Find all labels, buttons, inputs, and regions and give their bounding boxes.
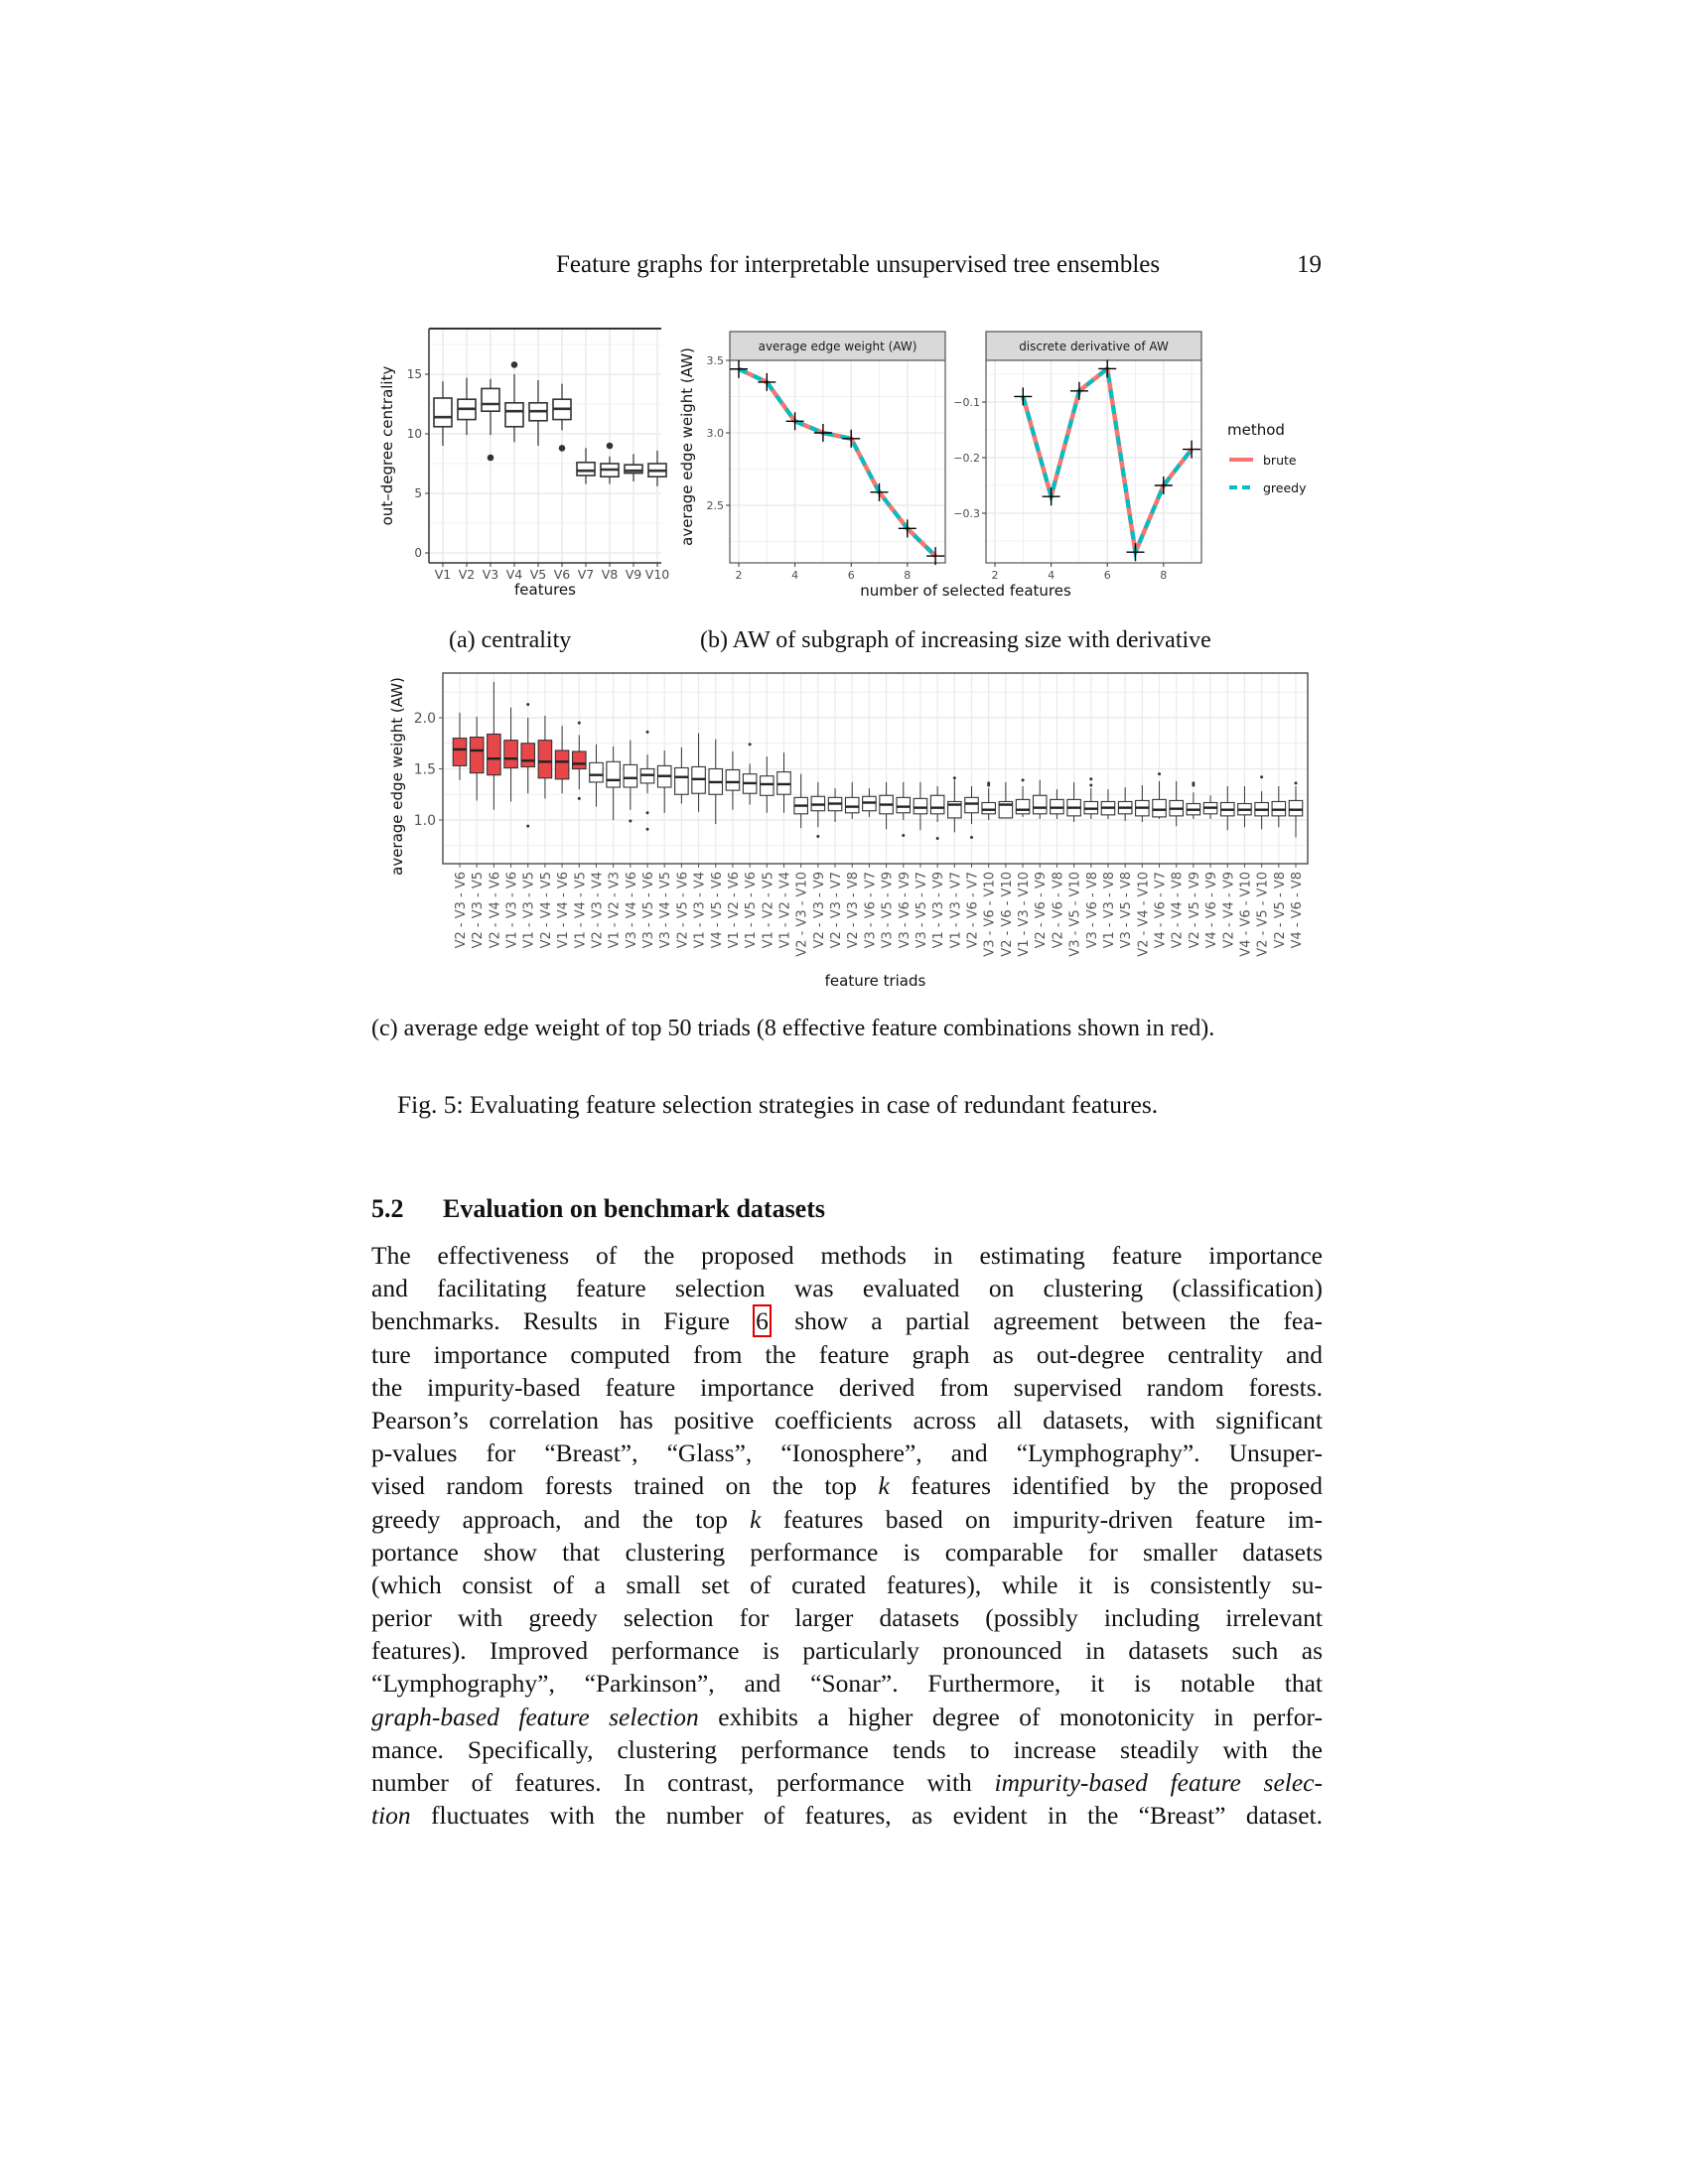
svg-text:10: 10 [406, 427, 422, 441]
emphasis: impurity-based feature selec- [994, 1768, 1323, 1797]
text-line: benchmarks. Results in Figure 6 show a partial agreement between the fea- [371, 1306, 1324, 1336]
svg-text:−0.1: −0.1 [953, 396, 980, 409]
svg-text:V3 - V6 - V9: V3 - V6 - V9 [897, 872, 913, 949]
svg-text:greedy: greedy [1263, 480, 1307, 495]
svg-text:V9: V9 [625, 567, 642, 582]
svg-text:V1 - V3 - V4: V1 - V3 - V4 [692, 872, 708, 949]
svg-text:average edge weight (AW): average edge weight (AW) [388, 677, 406, 876]
text-line: mance. Specifically, clustering performance tends to increase steadily with the [371, 1734, 1323, 1764]
svg-text:discrete derivative of AW: discrete derivative of AW [1019, 340, 1169, 353]
svg-text:V5: V5 [529, 567, 547, 582]
svg-text:V1 - V3 - V9: V1 - V3 - V9 [931, 872, 947, 949]
svg-text:V1 - V4 - V5: V1 - V4 - V5 [573, 872, 589, 949]
svg-text:V2 - V3 - V9: V2 - V3 - V9 [811, 872, 827, 949]
svg-text:V2 - V6 - V10: V2 - V6 - V10 [999, 872, 1015, 957]
svg-text:8: 8 [904, 569, 912, 582]
svg-text:V1 - V3 - V5: V1 - V3 - V5 [521, 872, 537, 949]
svg-text:V2 - V3 - V4: V2 - V3 - V4 [590, 872, 606, 949]
svg-text:V2 - V4 - V8: V2 - V4 - V8 [1170, 872, 1186, 949]
svg-text:V2 - V3 - V7: V2 - V3 - V7 [829, 872, 845, 949]
svg-text:V8: V8 [601, 567, 619, 582]
svg-text:V2 - V4 - V5: V2 - V4 - V5 [538, 872, 554, 949]
svg-text:out–degree centrality: out–degree centrality [378, 365, 396, 526]
emphasis: k [750, 1504, 762, 1534]
svg-text:V4 - V6 - V7: V4 - V6 - V7 [1153, 872, 1169, 949]
svg-text:V1 - V4 - V6: V1 - V4 - V6 [556, 872, 572, 949]
svg-text:average edge weight (AW): average edge weight (AW) [758, 340, 917, 353]
svg-text:V1 - V5 - V6: V1 - V5 - V6 [744, 872, 760, 949]
text-line: The effectiveness of the proposed methods in estimating feature importance [371, 1241, 1323, 1270]
svg-text:V2 - V6 - V7: V2 - V6 - V7 [965, 872, 981, 949]
svg-text:V3 - V5 - V7: V3 - V5 - V7 [914, 872, 929, 949]
section-number: 5.2 [371, 1194, 404, 1223]
section-heading [371, 1194, 825, 1224]
svg-text:V3 - V6 - V10: V3 - V6 - V10 [982, 872, 998, 957]
running-title: Feature graphs for interpretable unsupervised tree ensembles [556, 251, 1161, 278]
svg-text:V1 - V3 - V6: V1 - V3 - V6 [504, 872, 520, 949]
svg-text:−0.3: −0.3 [953, 507, 980, 520]
text-line: (which consist of a small set of curated features), while it is consistently su- [371, 1570, 1323, 1599]
svg-text:V3: V3 [482, 567, 499, 582]
chart-centrality [378, 329, 669, 599]
svg-text:method: method [1227, 421, 1285, 439]
svg-text:15: 15 [406, 367, 422, 381]
svg-text:1.0: 1.0 [413, 813, 436, 829]
svg-text:V3 - V4 - V6: V3 - V4 - V6 [624, 872, 639, 949]
text-line: tion fluctuates with the number of features, as evident in the “Breast” dataset. [371, 1801, 1323, 1831]
svg-text:1.5: 1.5 [413, 761, 436, 778]
figure-caption: Fig. 5: Evaluating feature selection strategies in case of redundant features. [397, 1090, 1159, 1119]
svg-text:V4: V4 [505, 567, 523, 582]
svg-text:8: 8 [1160, 569, 1168, 582]
svg-text:V2: V2 [458, 567, 476, 582]
svg-text:6: 6 [1103, 569, 1111, 582]
svg-text:V1 - V2 - V6: V1 - V2 - V6 [726, 872, 742, 949]
svg-text:V6: V6 [553, 567, 571, 582]
svg-text:V2 - V3 - V5: V2 - V3 - V5 [471, 872, 487, 949]
svg-text:V1 - V2 - V5: V1 - V2 - V5 [761, 872, 776, 949]
svg-text:2.5: 2.5 [706, 499, 724, 512]
svg-text:V2 - V4 - V10: V2 - V4 - V10 [1136, 872, 1152, 957]
svg-text:V4 - V5 - V6: V4 - V5 - V6 [709, 872, 725, 949]
emphasis: k [878, 1471, 890, 1501]
svg-text:2: 2 [991, 569, 999, 582]
text-line: greedy approach, and the top k features based on impurity-driven feature im- [371, 1504, 1323, 1534]
svg-text:V4 - V6 - V9: V4 - V6 - V9 [1204, 872, 1220, 949]
chart-top-50-triads [388, 673, 1308, 990]
svg-text:V3 - V5 - V10: V3 - V5 - V10 [1067, 872, 1083, 957]
page-number: 19 [1297, 251, 1322, 278]
svg-text:V2 - V5 - V9: V2 - V5 - V9 [1187, 872, 1202, 949]
svg-text:V3 - V5 - V8: V3 - V5 - V8 [1119, 872, 1135, 949]
svg-text:number of selected features: number of selected features [860, 582, 1071, 600]
text-line: features). Improved performance is particularly pronounced in datasets such as [371, 1636, 1323, 1666]
svg-text:V2 - V5 - V10: V2 - V5 - V10 [1255, 872, 1271, 957]
svg-text:V2 - V4 - V6: V2 - V4 - V6 [488, 872, 503, 949]
text-line: vised random forests trained on the top k features identified by the proposed [371, 1471, 1323, 1501]
svg-text:V7: V7 [577, 567, 595, 582]
svg-text:3.5: 3.5 [706, 354, 724, 367]
svg-text:V3 - V6 - V8: V3 - V6 - V8 [1084, 872, 1100, 949]
svg-text:0: 0 [414, 546, 422, 560]
svg-text:V3 - V4 - V5: V3 - V4 - V5 [658, 872, 674, 949]
svg-text:V4 - V6 - V8: V4 - V6 - V8 [1290, 872, 1305, 949]
svg-text:4: 4 [791, 569, 799, 582]
svg-text:features: features [514, 581, 576, 599]
subcaption-a: (a) centrality [449, 627, 572, 653]
section-title: Evaluation on benchmark datasets [443, 1194, 825, 1223]
svg-text:6: 6 [847, 569, 855, 582]
svg-text:V2 - V3 - V8: V2 - V3 - V8 [846, 872, 862, 949]
text-line: number of features. In contrast, performance with impurity-based feature selec- [371, 1768, 1323, 1797]
svg-text:V3 - V6 - V7: V3 - V6 - V7 [863, 872, 879, 949]
text-line: “Lymphography”, “Parkinson”, and “Sonar”. Furthermore, it is notable that [371, 1669, 1323, 1699]
svg-text:V1: V1 [434, 567, 452, 582]
svg-text:V2 - V6 - V9: V2 - V6 - V9 [1034, 872, 1050, 949]
text-line: and facilitating feature selection was evaluated on clustering (classification) [371, 1274, 1323, 1303]
text-line: p-values for “Breast”, “Glass”, “Ionosphere”, and “Lymphography”. Unsuper- [371, 1438, 1323, 1468]
text-line: perior with greedy selection for larger datasets (possibly including irrelevant [371, 1603, 1323, 1633]
svg-text:V2 - V5 - V6: V2 - V5 - V6 [675, 872, 691, 949]
svg-text:V1 - V2 - V3: V1 - V2 - V3 [607, 872, 623, 949]
svg-text:V2 - V3 - V6: V2 - V3 - V6 [454, 872, 469, 949]
body-paragraph [371, 1239, 1323, 1832]
text-line: ture importance computed from the feature graph as out-degree centrality and [371, 1339, 1323, 1369]
svg-text:average edge weight (AW): average edge weight (AW) [678, 347, 696, 546]
svg-text:4: 4 [1048, 569, 1055, 582]
svg-text:V3 - V5 - V9: V3 - V5 - V9 [880, 872, 896, 949]
svg-text:feature triads: feature triads [824, 972, 926, 990]
text-line: Pearson’s correlation has positive coefficients across all datasets, with significant [371, 1405, 1323, 1434]
svg-text:2: 2 [735, 569, 743, 582]
svg-text:V1 - V3 - V7: V1 - V3 - V7 [948, 872, 964, 949]
svg-text:2.0: 2.0 [413, 711, 436, 727]
svg-text:V3 - V5 - V6: V3 - V5 - V6 [641, 872, 657, 949]
chart-average-edge-weight [678, 332, 1307, 600]
svg-text:V4 - V6 - V10: V4 - V6 - V10 [1238, 872, 1254, 957]
svg-text:V2 - V6 - V8: V2 - V6 - V8 [1051, 872, 1066, 949]
svg-text:V10: V10 [644, 567, 670, 582]
svg-text:−0.2: −0.2 [953, 452, 980, 465]
svg-text:5: 5 [414, 486, 422, 500]
svg-text:V2 - V5 - V8: V2 - V5 - V8 [1272, 872, 1288, 949]
svg-text:V1 - V2 - V4: V1 - V2 - V4 [777, 872, 793, 949]
text-line: portance show that clustering performance is comparable for smaller datasets [371, 1537, 1323, 1567]
svg-text:brute: brute [1263, 453, 1297, 468]
figure-6-link[interactable]: 6 [753, 1304, 772, 1337]
text-line: graph-based feature selection exhibits a higher degree of monotonicity in perfor- [371, 1702, 1324, 1731]
svg-text:V2 - V4 - V9: V2 - V4 - V9 [1221, 872, 1237, 949]
emphasis: graph-based feature selection [371, 1702, 699, 1731]
svg-text:V1 - V3 - V8: V1 - V3 - V8 [1101, 872, 1117, 949]
text-line: the impurity-based feature importance derived from supervised random forests. [371, 1372, 1323, 1402]
figure-5 [0, 0, 1688, 1013]
subcaption-b: (b) AW of subgraph of increasing size with derivative [700, 627, 1211, 653]
svg-text:V2 - V3 - V10: V2 - V3 - V10 [794, 872, 810, 957]
emphasis: tion [371, 1801, 411, 1831]
svg-text:3.0: 3.0 [706, 427, 724, 440]
subcaption-c: (c) average edge weight of top 50 triads (8 effective feature combinations shown in red). [371, 1016, 1215, 1041]
svg-text:V1 - V3 - V10: V1 - V3 - V10 [1017, 872, 1033, 957]
